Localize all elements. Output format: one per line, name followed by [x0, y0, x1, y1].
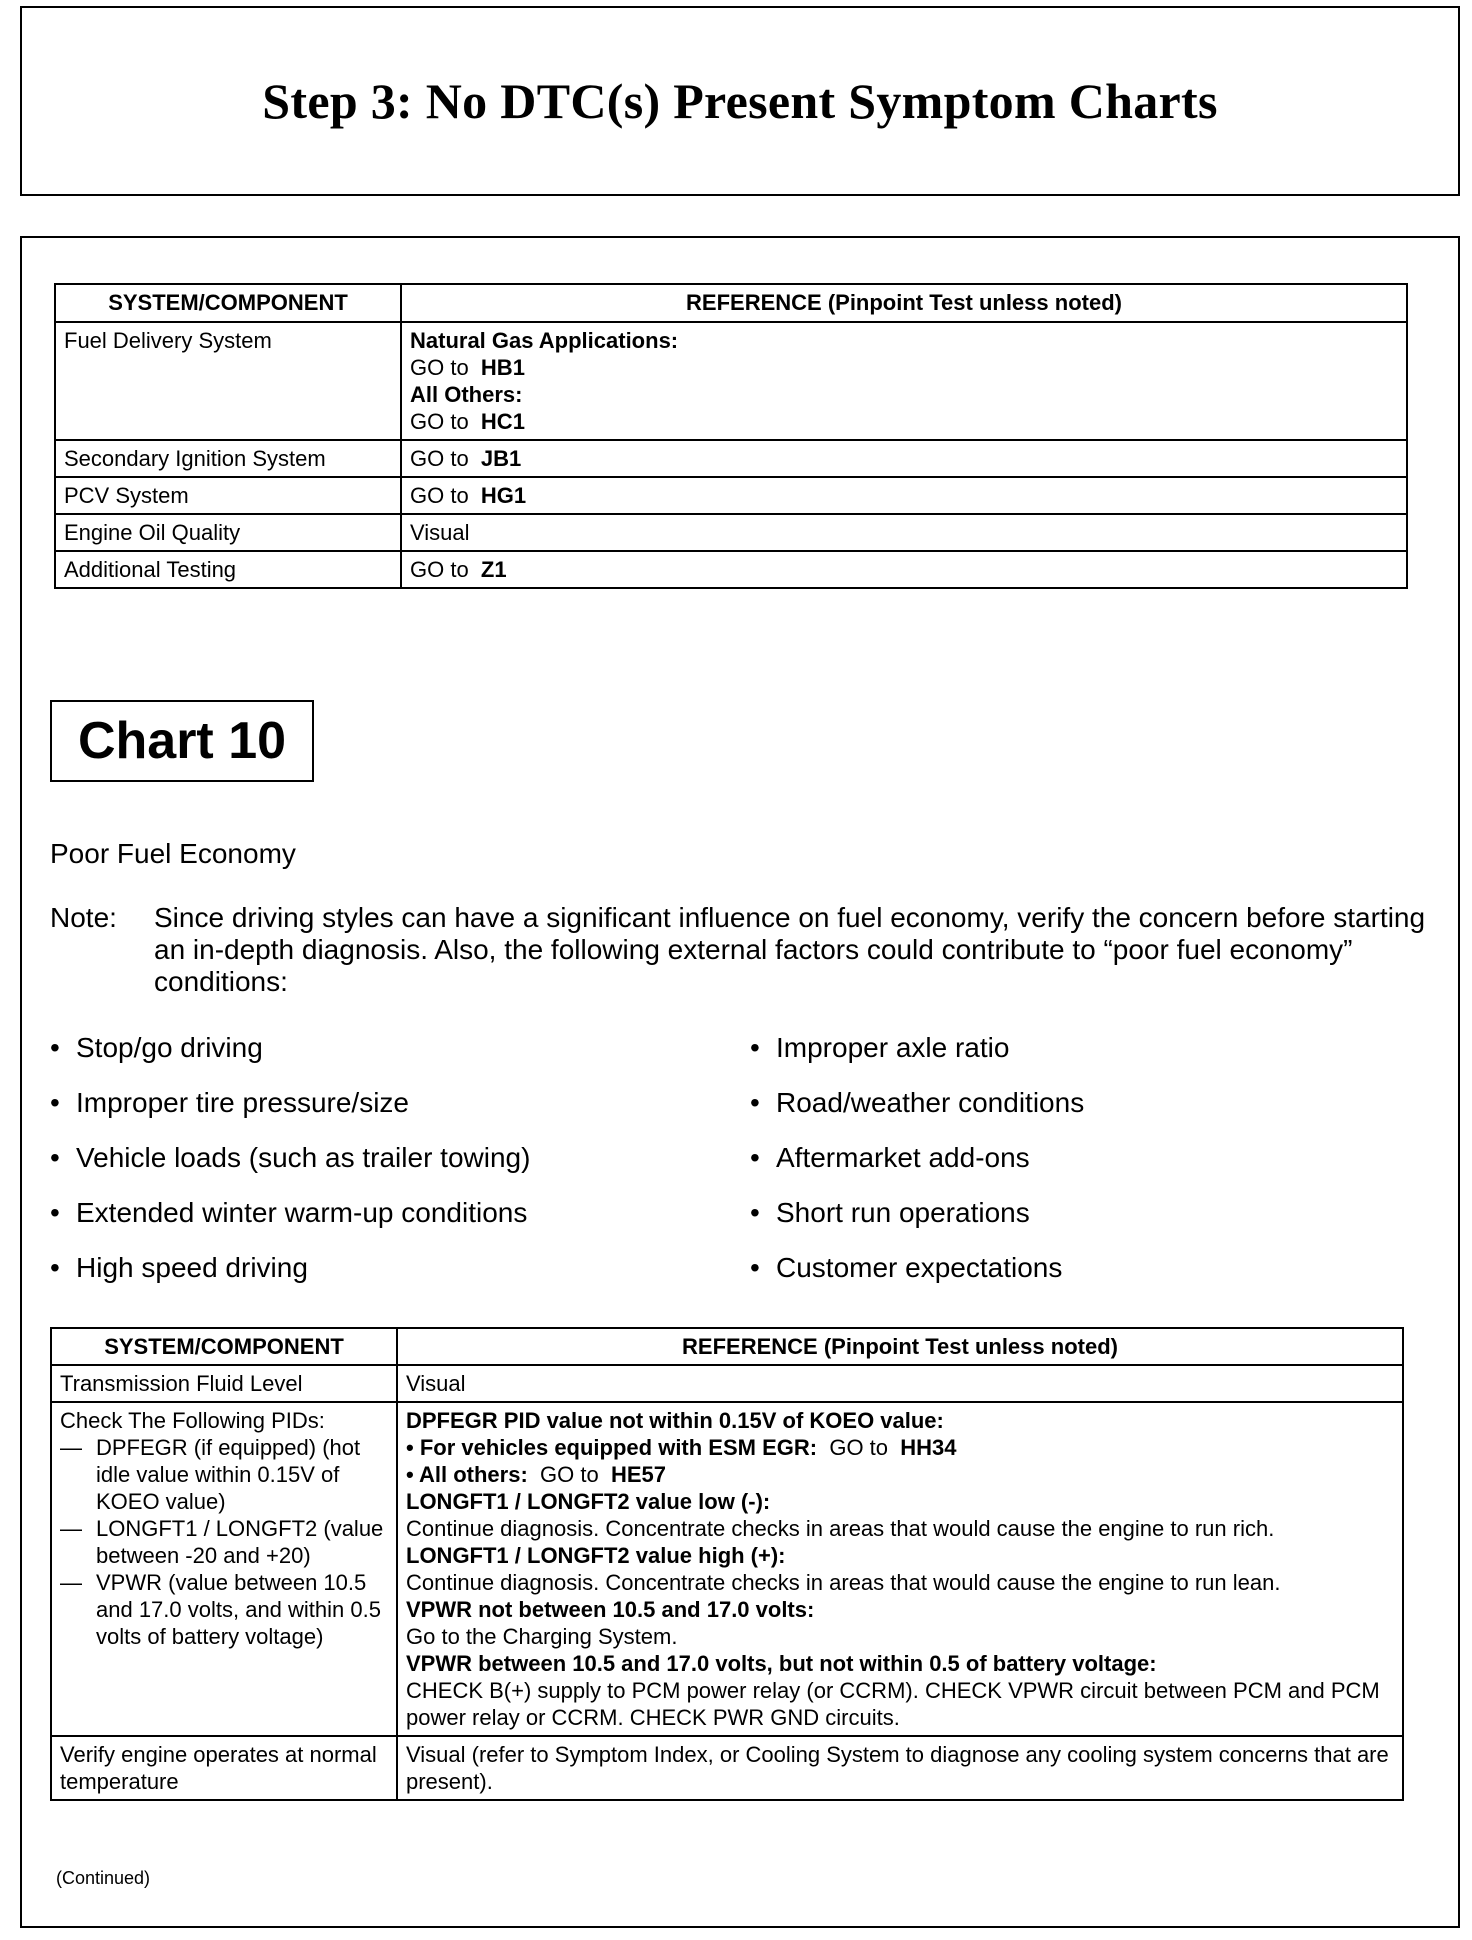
reference-heading: VPWR between 10.5 and 17.0 volts, but not within 0.5 of battery voltage: — [406, 1651, 1157, 1676]
test-code: HC1 — [480, 409, 525, 434]
list-item-text: Extended winter warm-up conditions — [76, 1197, 528, 1228]
dash-icon: — — [60, 1435, 82, 1460]
table-row — [55, 551, 1407, 588]
reference-bullet-label: • All others: — [406, 1462, 528, 1487]
bullet-icon: • — [50, 1252, 60, 1283]
reference-bullet-label: • For vehicles equipped with ESM EGR: — [406, 1435, 818, 1460]
reference-cell — [401, 551, 1407, 588]
column-header-reference: REFERENCE (Pinpoint Test unless noted) — [401, 284, 1407, 322]
go-to-text: GO to — [410, 409, 469, 434]
list-item — [750, 1197, 1084, 1252]
reference-text: CHECK B(+) supply to PCM power relay (or CCRM). CHECK VPWR circuit between PCM and PCM power relay or CCRM. CHECK PWR GND circuits. — [406, 1678, 1380, 1730]
note-text: Since driving styles can have a significant influence on fuel economy, verify the concern before starting an in-depth diagnosis. Also, the following external factors could contribute to “poor fuel economy” conditions: — [154, 902, 1426, 997]
page-title: Step 3: No DTC(s) Present Symptom Charts — [262, 73, 1218, 129]
table-row — [51, 1402, 1403, 1736]
reference-cell: Visual (refer to Symptom Index, or Cooling System to diagnose any cooling system concerns that are present). — [397, 1736, 1403, 1800]
system-cell — [51, 1402, 397, 1736]
list-item-text: Improper tire pressure/size — [76, 1087, 410, 1118]
list-item — [50, 1197, 530, 1252]
system-cell: Fuel Delivery System — [55, 322, 401, 440]
go-to-text: GO to — [410, 355, 469, 380]
list-item — [50, 1087, 530, 1142]
bullet-icon: • — [750, 1197, 760, 1228]
go-to-text: GO to — [829, 1435, 889, 1460]
test-code: HE57 — [610, 1462, 666, 1487]
list-item — [50, 1252, 530, 1307]
system-cell: Engine Oil Quality — [55, 514, 401, 551]
go-to-text: GO to — [410, 483, 469, 508]
list-item-text: Vehicle loads (such as trailer towing) — [76, 1142, 531, 1173]
factor-list-right — [750, 1032, 1084, 1307]
note-label: Note: — [50, 902, 117, 933]
reference-cell: Visual — [401, 514, 1407, 551]
pid-item-text: VPWR (value between 10.5 and 17.0 volts, and within 0.5 volts of battery voltage) — [96, 1570, 381, 1649]
pid-item-text: LONGFT1 / LONGFT2 (value between -20 and +20) — [96, 1516, 384, 1568]
bullet-icon: • — [50, 1142, 60, 1173]
bullet-icon: • — [750, 1087, 760, 1118]
list-item-text: Stop/go driving — [76, 1032, 263, 1063]
list-item — [750, 1087, 1084, 1142]
pid-item — [60, 1434, 388, 1515]
reference-heading: LONGFT1 / LONGFT2 value high (+): — [406, 1543, 786, 1568]
table-row — [51, 1736, 1403, 1800]
chart-label: Chart 10 — [50, 700, 314, 782]
dash-icon: — — [60, 1516, 82, 1541]
table-row — [55, 514, 1407, 551]
list-item-text: Road/weather conditions — [776, 1087, 1085, 1118]
note-block — [50, 902, 1430, 998]
bullet-icon: • — [750, 1142, 760, 1173]
list-item-text: Aftermarket add-ons — [776, 1142, 1030, 1173]
factor-list-left — [50, 1032, 530, 1307]
table-row — [55, 322, 1407, 440]
reference-heading: Natural Gas Applications: — [410, 328, 679, 353]
pid-item-text: DPFEGR (if equipped) (hot idle value within 0.15V of KOEO value) — [96, 1435, 361, 1514]
reference-line — [406, 1461, 1394, 1488]
test-code: HH34 — [900, 1435, 957, 1460]
list-item — [50, 1032, 530, 1087]
list-item — [750, 1252, 1084, 1307]
list-item — [50, 1142, 530, 1197]
continued-label: (Continued) — [56, 1868, 151, 1888]
go-to-text: GO to — [410, 446, 469, 471]
reference-heading: DPFEGR PID value not within 0.15V of KOEO value: — [406, 1408, 944, 1433]
reference-cell — [401, 322, 1407, 440]
list-item-text: High speed driving — [76, 1252, 308, 1283]
reference-cell: Visual — [397, 1365, 1403, 1402]
reference-table-1 — [54, 283, 1408, 589]
table-header-row — [55, 284, 1407, 322]
list-item — [750, 1032, 1084, 1087]
reference-text: Continue diagnosis. Concentrate checks in areas that would cause the engine to run rich. — [406, 1516, 1275, 1541]
test-code: JB1 — [480, 446, 522, 471]
system-cell: Transmission Fluid Level — [51, 1365, 397, 1402]
reference-cell — [397, 1402, 1403, 1736]
test-code: Z1 — [480, 557, 507, 582]
list-item-text: Short run operations — [776, 1197, 1030, 1228]
bullet-icon: • — [50, 1197, 60, 1228]
bullet-icon: • — [750, 1032, 760, 1063]
go-to-text: GO to — [410, 557, 469, 582]
pid-item — [60, 1515, 388, 1569]
table-row — [55, 440, 1407, 477]
system-cell: Secondary Ignition System — [55, 440, 401, 477]
table-header-row — [51, 1328, 1403, 1365]
reference-table-2 — [50, 1327, 1404, 1801]
bullet-icon: • — [50, 1032, 60, 1063]
test-code: HB1 — [480, 355, 525, 380]
reference-text: Continue diagnosis. Concentrate checks in areas that would cause the engine to run lean. — [406, 1570, 1281, 1595]
go-to-text: GO to — [540, 1462, 599, 1487]
test-code: HG1 — [480, 483, 527, 508]
system-cell: Verify engine operates at normal temperature — [51, 1736, 397, 1800]
bullet-icon: • — [750, 1252, 760, 1283]
page-title-box — [20, 6, 1460, 196]
reference-heading: LONGFT1 / LONGFT2 value low (-): — [406, 1489, 771, 1514]
dash-icon: — — [60, 1570, 82, 1595]
system-cell: Additional Testing — [55, 551, 401, 588]
pid-list-title: Check The Following PIDs: — [60, 1408, 325, 1433]
table-row — [55, 477, 1407, 514]
reference-line — [406, 1434, 1394, 1461]
reference-cell — [401, 477, 1407, 514]
reference-line — [410, 354, 1398, 381]
column-header-system: SYSTEM/COMPONENT — [51, 1328, 397, 1365]
pid-item — [60, 1569, 388, 1650]
reference-heading: VPWR not between 10.5 and 17.0 volts: — [406, 1597, 815, 1622]
system-cell: PCV System — [55, 477, 401, 514]
list-item-text: Improper axle ratio — [776, 1032, 1010, 1063]
list-item-text: Customer expectations — [776, 1252, 1063, 1283]
reference-heading: All Others: — [410, 382, 523, 407]
reference-cell — [401, 440, 1407, 477]
column-header-system: SYSTEM/COMPONENT — [55, 284, 401, 322]
bullet-icon: • — [50, 1087, 60, 1118]
table-row — [51, 1365, 1403, 1402]
reference-text: Go to the Charging System. — [406, 1624, 678, 1649]
chart-subtitle: Poor Fuel Economy — [50, 838, 296, 869]
column-header-reference: REFERENCE (Pinpoint Test unless noted) — [397, 1328, 1403, 1365]
reference-line — [410, 408, 1398, 435]
list-item — [750, 1142, 1084, 1197]
